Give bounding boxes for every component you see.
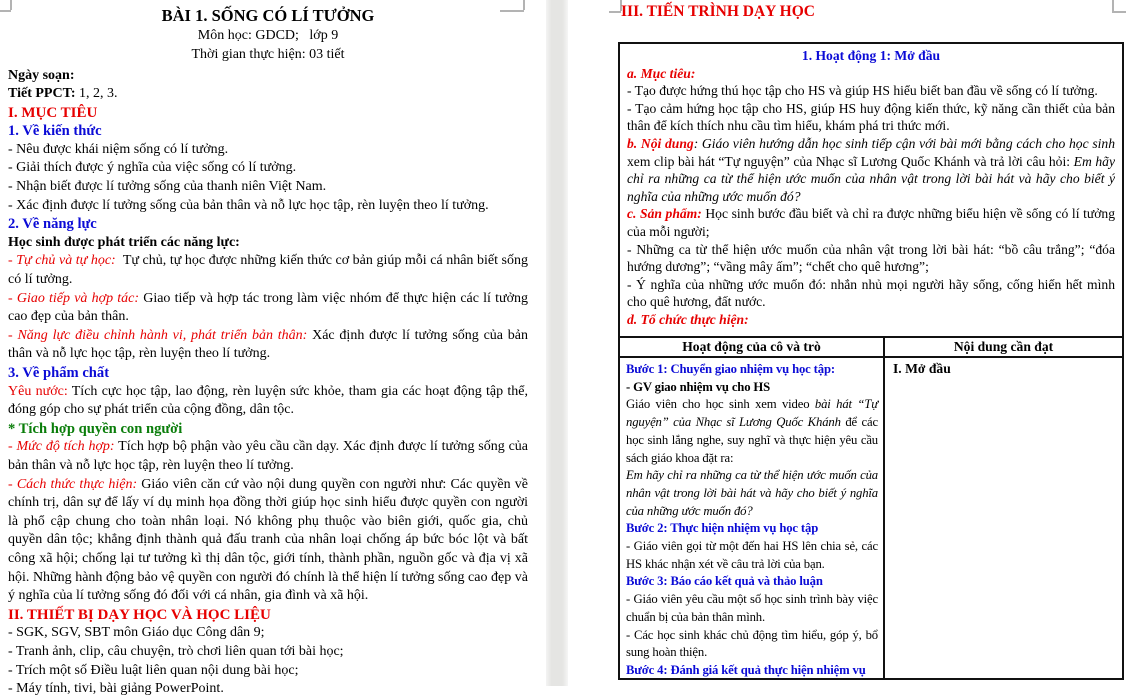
san-pham-item: - Những ca từ thể hiện ước muốn của nhân vật trong lời bài hát: “bồ câu trắng”; “đóa hướng dương”; “vầng mây ấm”; “chết cho quê hương”; [627, 241, 1115, 275]
column-header-content: Nội dung cần đạt [953, 339, 1054, 354]
nang-luc-item-lead: - Giao tiếp và hợp tác: [8, 290, 140, 306]
noi-dung-italic1: : Giáo viên hướng dẫn học sinh tiếp cận với bài mới bằng cách cho học sinh [693, 135, 1115, 151]
san-pham-item: - Ý nghĩa của những ước muốn đó: nhắn nhủ mọi người hãy sống, cống hiến hết mình cho quê hương, đất nước. [627, 276, 1115, 310]
kien-thuc-item: - Xác định được lí tưởng sống của bản thân và nỗ lực học tập, rèn luyện theo lí tưởng. [8, 197, 489, 213]
section3-heading: III. TIẾN TRÌNH DẠY HỌC [621, 3, 815, 20]
tich-hop-item-lead: - Mức độ tích hợp: [8, 439, 115, 455]
step1-question: Em hãy chỉ ra những ca từ thể hiện ước muốn của nhân vật trong lời bài hát và hãy cho biết ý nghĩa của những ước muốn đó? [626, 468, 878, 518]
san-pham-text: Học sinh bước đầu biết và chỉ ra được những biểu hiện về sống có lí tưởng của mỗi người; [627, 206, 1115, 239]
kien-thuc-item: - Nhận biết được lí tưởng sống của thanh niên Việt Nam. [8, 179, 327, 195]
nang-luc-item-lead: - Tự chủ và tự học: [8, 253, 116, 269]
duration-line: Thời gian thực hiện: 03 tiết [191, 47, 345, 62]
step3-title: Bước 3: Báo cáo kết quả và thảo luận [626, 574, 823, 589]
nang-luc-item [8, 290, 528, 327]
kien-thuc-heading: 1. Về kiến thức [8, 123, 102, 140]
kien-thuc-item: - Giải thích được ý nghĩa của việc sống có lí tưởng. [8, 160, 297, 176]
content-needed-text: I. Mở đầu [893, 361, 951, 376]
tich-hop-item-lead: - Cách thức thực hiện: [8, 476, 138, 492]
san-pham-paragraph [627, 205, 1115, 240]
muc-tieu-item: - Tạo được hứng thú học tập cho HS và giúp HS hiểu biết ban đầu về sống có lí tưởng. [627, 83, 1098, 99]
noi-dung-normal: xem clip bài hát “Tự nguyện” của Nhạc sĩ Lương Quốc Khánh và trả lời câu hỏi: [627, 153, 1074, 169]
step1-normal1: Giáo viên cho học sinh xem video [626, 397, 815, 412]
nang-luc-item [8, 252, 528, 289]
nang-luc-item [8, 327, 528, 364]
tiet-ppct-value: 1, 2, 3. [75, 86, 118, 102]
step3-paragraph: - Các học sinh khác chủ động tìm hiểu, góp ý, bổ sung hoàn thiện. [626, 627, 878, 660]
step1-italic: bài hát “Tự nguyện” của Nhạc sĩ Lương Quốc Khánh [626, 397, 878, 430]
step2-paragraph: - Giáo viên gọi từ một đến hai HS lên chia sẻ, các HS khác nhận xét về câu trả lời của bạn. [626, 539, 878, 571]
noi-dung-label: b. Nội dung [627, 135, 694, 151]
section1-heading: I. MỤC TIÊU [8, 104, 98, 121]
pham-chat-paragraph [8, 383, 528, 420]
activity-table [618, 42, 1124, 680]
margin-mark-right-tl-h [609, 11, 621, 13]
pham-chat-text: Tích cực học tập, lao động, rèn luyện sức khỏe, tham gia các hoạt động tập thể, đóng góp cho sự phát triển của cộng đồng, dân tộc. [8, 383, 528, 418]
ngay-soan-line: Ngày soạn: [8, 67, 75, 83]
margin-mark-right-tr-v [1112, 0, 1114, 11]
activity-overview-cell [620, 44, 1122, 336]
document-page-left [0, 0, 546, 697]
lesson-title: BÀI 1. SỐNG CÓ LÍ TƯỞNG [161, 6, 375, 25]
page-gap [546, 0, 568, 686]
document-header [8, 6, 528, 65]
thiet-bi-item: - Trích một số Điều luật liên quan nội dung bài học; [8, 662, 299, 678]
nang-luc-item-text: Giao tiếp và hợp tác trong làm việc nhóm để thực hiện các lí tưởng cao đẹp của bản thân. [8, 290, 528, 325]
document-page-right [568, 0, 1126, 686]
tich-hop-heading: * Tích hợp quyền con người [8, 420, 183, 437]
step2-title: Bước 2: Thực hiện nhiệm vụ học tập [626, 521, 819, 536]
step3-paragraph: - Giáo viên yêu cầu một số học sinh trình bày việc chuẩn bị của bản thân mình. [626, 592, 878, 624]
content-needed-cell [885, 358, 1122, 678]
step1-subtitle: - GV giao nhiệm vụ cho HS [626, 379, 771, 394]
muc-tieu-label: a. Mục tiêu: [627, 65, 696, 81]
column-header-activities: Hoạt động của cô và trò [682, 339, 821, 354]
thiet-bi-item: - SGK, SGV, SBT môn Giáo dục Công dân 9; [8, 625, 265, 641]
margin-mark-right-tr-h [1112, 11, 1126, 13]
kien-thuc-item: - Nêu được khái niệm sống có lí tưởng. [8, 141, 229, 157]
nang-luc-item-text: Tự chủ, tự học được những kiến thức cơ bản giúp mỗi cá nhân biết sống có lí tưởng. [8, 253, 529, 288]
san-pham-label: c. Sản phẩm: [627, 206, 702, 222]
steps-cell [620, 358, 883, 678]
nang-luc-item-text: Xác định được lí tưởng sống của bản thân và nỗ lực học tập, rèn luyện theo lí tưởng. [8, 327, 528, 362]
nang-luc-intro: Học sinh được phát triển các năng lực: [8, 234, 240, 250]
step4-title: Bước 4: Đánh giá kết quả thực hiện nhiệm vụ [626, 662, 866, 677]
tiet-ppct-label: Tiết PPCT: [8, 86, 76, 102]
tich-hop-item [8, 476, 528, 606]
activity-title: 1. Hoạt động 1: Mở đầu [801, 48, 941, 63]
tich-hop-item [8, 438, 528, 475]
noi-dung-italic2: Em hãy chỉ ra những ca từ thể hiện ước muốn của nhân vật trong lời bài hát và hãy cho biết ý nghĩa của những ước muốn đó? [627, 153, 1115, 204]
subject-line: Môn học: GDCD; lớp 9 [197, 27, 339, 43]
step1-paragraph [626, 396, 878, 467]
tich-hop-item-text: Giáo viên căn cứ vào nội dung quyền con người như: Các quyền về chính trị, dân sự để lấy ví dụ minh họa đồng thời giúp học sinh hiểu được quyền con người là phổ cập chung cho toàn nhân loại. Nó không phụ thuộc vào biên giới, quốc gia, chủ quyền dân tộc; khẳng định thành quả đấu tranh của nhân loại chống áp bức bóc lột và bất công xã hội; chống lại tư tưởng kì thị dân tộc, giới tính, thành phần, nguồn gốc và địa vị xã hội. Những hành động bảo vệ quyền con người đó chính là thể hiện lí tưởng sống cao đẹp và ý nghĩa của lí tưởng sống đó đối với cá nhân, gia đình và xã hội. [8, 476, 528, 604]
step1-title: Bước 1: Chuyển giao nhiệm vụ học tập: [626, 362, 835, 376]
nang-luc-heading: 2. Về năng lực [8, 216, 97, 233]
step1-normal2: để các học sinh lắng nghe, suy nghĩ và thực hiện yêu cầu sách giáo khoa đặt ra: [626, 415, 878, 465]
nang-luc-item-lead: - Năng lực điều chỉnh hành vi, phát triển bản thân: [8, 327, 308, 343]
pham-chat-lead: Yêu nước: [8, 383, 68, 399]
tiet-ppct-line [8, 85, 528, 104]
thiet-bi-item: - Máy tính, tivi, bài giảng PowerPoint. [8, 681, 224, 697]
tich-hop-item-text: Tích hợp bộ phận vào yêu cầu cần dạy. Xác định được lí tưởng sống của bản thân và nỗ lực học tập, rèn luyện theo lí tưởng. [8, 439, 528, 473]
noi-dung-paragraph [627, 135, 1115, 205]
pham-chat-heading: 3. Về phẩm chất [8, 365, 110, 381]
to-chuc-label: d. Tổ chức thực hiện: [627, 311, 749, 327]
left-page-body [8, 6, 528, 699]
thiet-bi-item: - Tranh ảnh, clip, câu chuyện, trò chơi liên quan tới bài học; [8, 643, 344, 659]
muc-tieu-item: - Tạo cảm hứng học tập cho HS, giúp HS huy động kiến thức, kỹ năng cần thiết của bản thân để kích thích nhu cầu tìm hiểu, khám phá tri thức mới. [627, 100, 1115, 134]
section2-heading: II. THIẾT BỊ DẠY HỌC VÀ HỌC LIỆU [8, 606, 271, 623]
